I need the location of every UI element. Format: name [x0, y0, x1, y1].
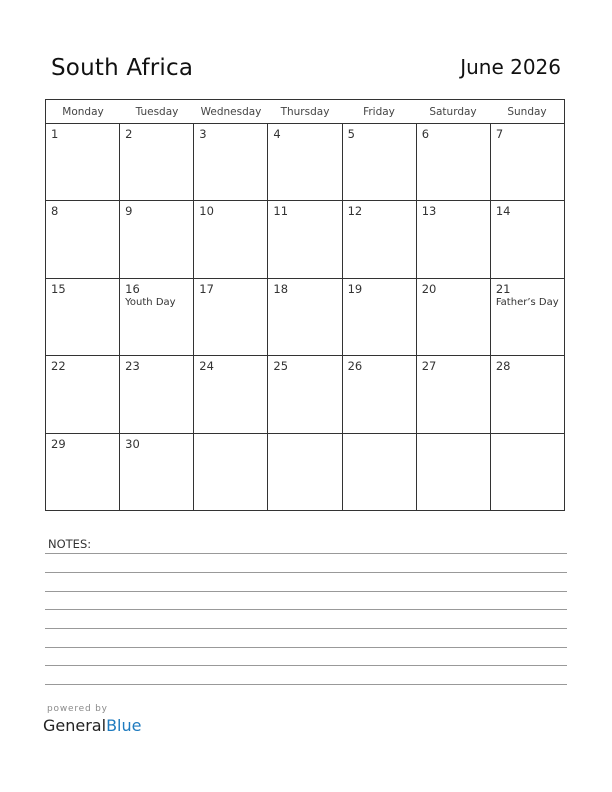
- day-number: 3: [199, 127, 207, 141]
- day-number: 18: [273, 281, 289, 296]
- weekday-sunday: Sunday: [507, 106, 547, 118]
- note-line: [45, 628, 567, 629]
- weekday-wednesday: Wednesday: [200, 106, 262, 118]
- day-cell: [120, 434, 194, 510]
- day-cell: [194, 201, 268, 277]
- day-number: 9: [125, 204, 133, 219]
- generalblue-logo: [43, 716, 141, 735]
- calendar-weeks: [46, 124, 564, 510]
- weekday-friday: Friday: [363, 106, 395, 118]
- day-number: 4: [273, 127, 281, 141]
- note-line: [45, 684, 567, 685]
- day-cell: [46, 279, 120, 355]
- holiday-label: Father’s Day: [495, 296, 559, 308]
- day-cell: [343, 201, 417, 277]
- weekday-tuesday: Tuesday: [135, 106, 179, 118]
- day-cell: [120, 124, 194, 200]
- day-number: 28: [495, 359, 511, 374]
- day-cell: [268, 356, 342, 432]
- day-number: 17: [199, 281, 214, 296]
- day-cell: [417, 124, 491, 200]
- day-cell: [417, 356, 491, 432]
- day-number: 6: [421, 127, 430, 141]
- day-number: 19: [347, 281, 363, 296]
- day-number: 12: [347, 204, 363, 219]
- day-cell: [194, 124, 268, 200]
- day-number: 11: [273, 204, 289, 219]
- day-cell: [491, 124, 564, 200]
- weekday-thursday: Thursday: [280, 106, 330, 118]
- day-cell: [268, 124, 342, 200]
- calendar-week: [46, 201, 564, 278]
- weekday-monday: Monday: [62, 106, 104, 118]
- day-number: 15: [51, 281, 66, 296]
- day-cell: [194, 434, 268, 510]
- day-number: 13: [421, 204, 437, 219]
- day-number: 30: [125, 436, 140, 451]
- note-line: [45, 665, 567, 666]
- day-cell: [417, 201, 491, 277]
- day-number: 23: [125, 359, 140, 374]
- note-line: [45, 553, 567, 554]
- day-cell: [491, 434, 564, 510]
- page-title: South Africa: [51, 55, 194, 81]
- calendar-grid: [45, 99, 565, 511]
- weekday-header: [46, 100, 564, 124]
- note-line: [45, 609, 567, 610]
- calendar-week: [46, 356, 564, 433]
- day-cell: [120, 201, 194, 277]
- day-cell: [268, 201, 342, 277]
- note-line: [45, 572, 567, 573]
- calendar-week: [46, 434, 564, 510]
- month-year: June 2026: [460, 55, 561, 79]
- holiday-label: Youth Day: [125, 296, 176, 308]
- day-cell: [491, 279, 564, 355]
- day-cell: [46, 124, 120, 200]
- day-cell: [343, 279, 417, 355]
- notes-label: NOTES:: [48, 537, 92, 551]
- day-number: 29: [51, 436, 66, 451]
- day-cell: [46, 201, 120, 277]
- day-number: 8: [51, 204, 59, 219]
- day-cell: [491, 201, 564, 277]
- day-number: 5: [347, 127, 355, 141]
- day-cell: [491, 356, 564, 432]
- day-cell: [194, 279, 268, 355]
- day-cell: [46, 356, 120, 432]
- day-number: 10: [199, 204, 214, 219]
- day-number: 24: [199, 359, 214, 374]
- day-cell: [120, 356, 194, 432]
- powered-by-text: powered by: [47, 704, 108, 714]
- day-cell: [268, 434, 342, 510]
- day-cell: [268, 279, 342, 355]
- day-cell: [343, 124, 417, 200]
- day-cell: [46, 434, 120, 510]
- day-cell: [194, 356, 268, 432]
- calendar-week: [46, 124, 564, 201]
- day-number: 2: [125, 127, 133, 141]
- day-cell: [343, 434, 417, 510]
- day-number: 16: [125, 281, 140, 296]
- day-number: 14: [495, 204, 511, 219]
- day-number: 7: [495, 127, 504, 141]
- weekday-saturday: Saturday: [429, 106, 477, 118]
- day-number: 21: [495, 281, 511, 296]
- day-number: 22: [51, 359, 66, 374]
- brand-general: General: [43, 716, 107, 735]
- day-number: 20: [421, 281, 437, 296]
- note-line: [45, 647, 567, 648]
- day-cell: [417, 279, 491, 355]
- brand-blue: Blue: [106, 716, 142, 735]
- day-number: 27: [421, 359, 437, 374]
- day-cell: [343, 356, 417, 432]
- day-cell: [120, 279, 194, 355]
- day-number: 25: [273, 359, 289, 374]
- note-line: [45, 591, 567, 592]
- day-cell: [417, 434, 491, 510]
- calendar-week: [46, 279, 564, 356]
- day-number: 26: [347, 359, 363, 374]
- day-number: 1: [51, 127, 59, 141]
